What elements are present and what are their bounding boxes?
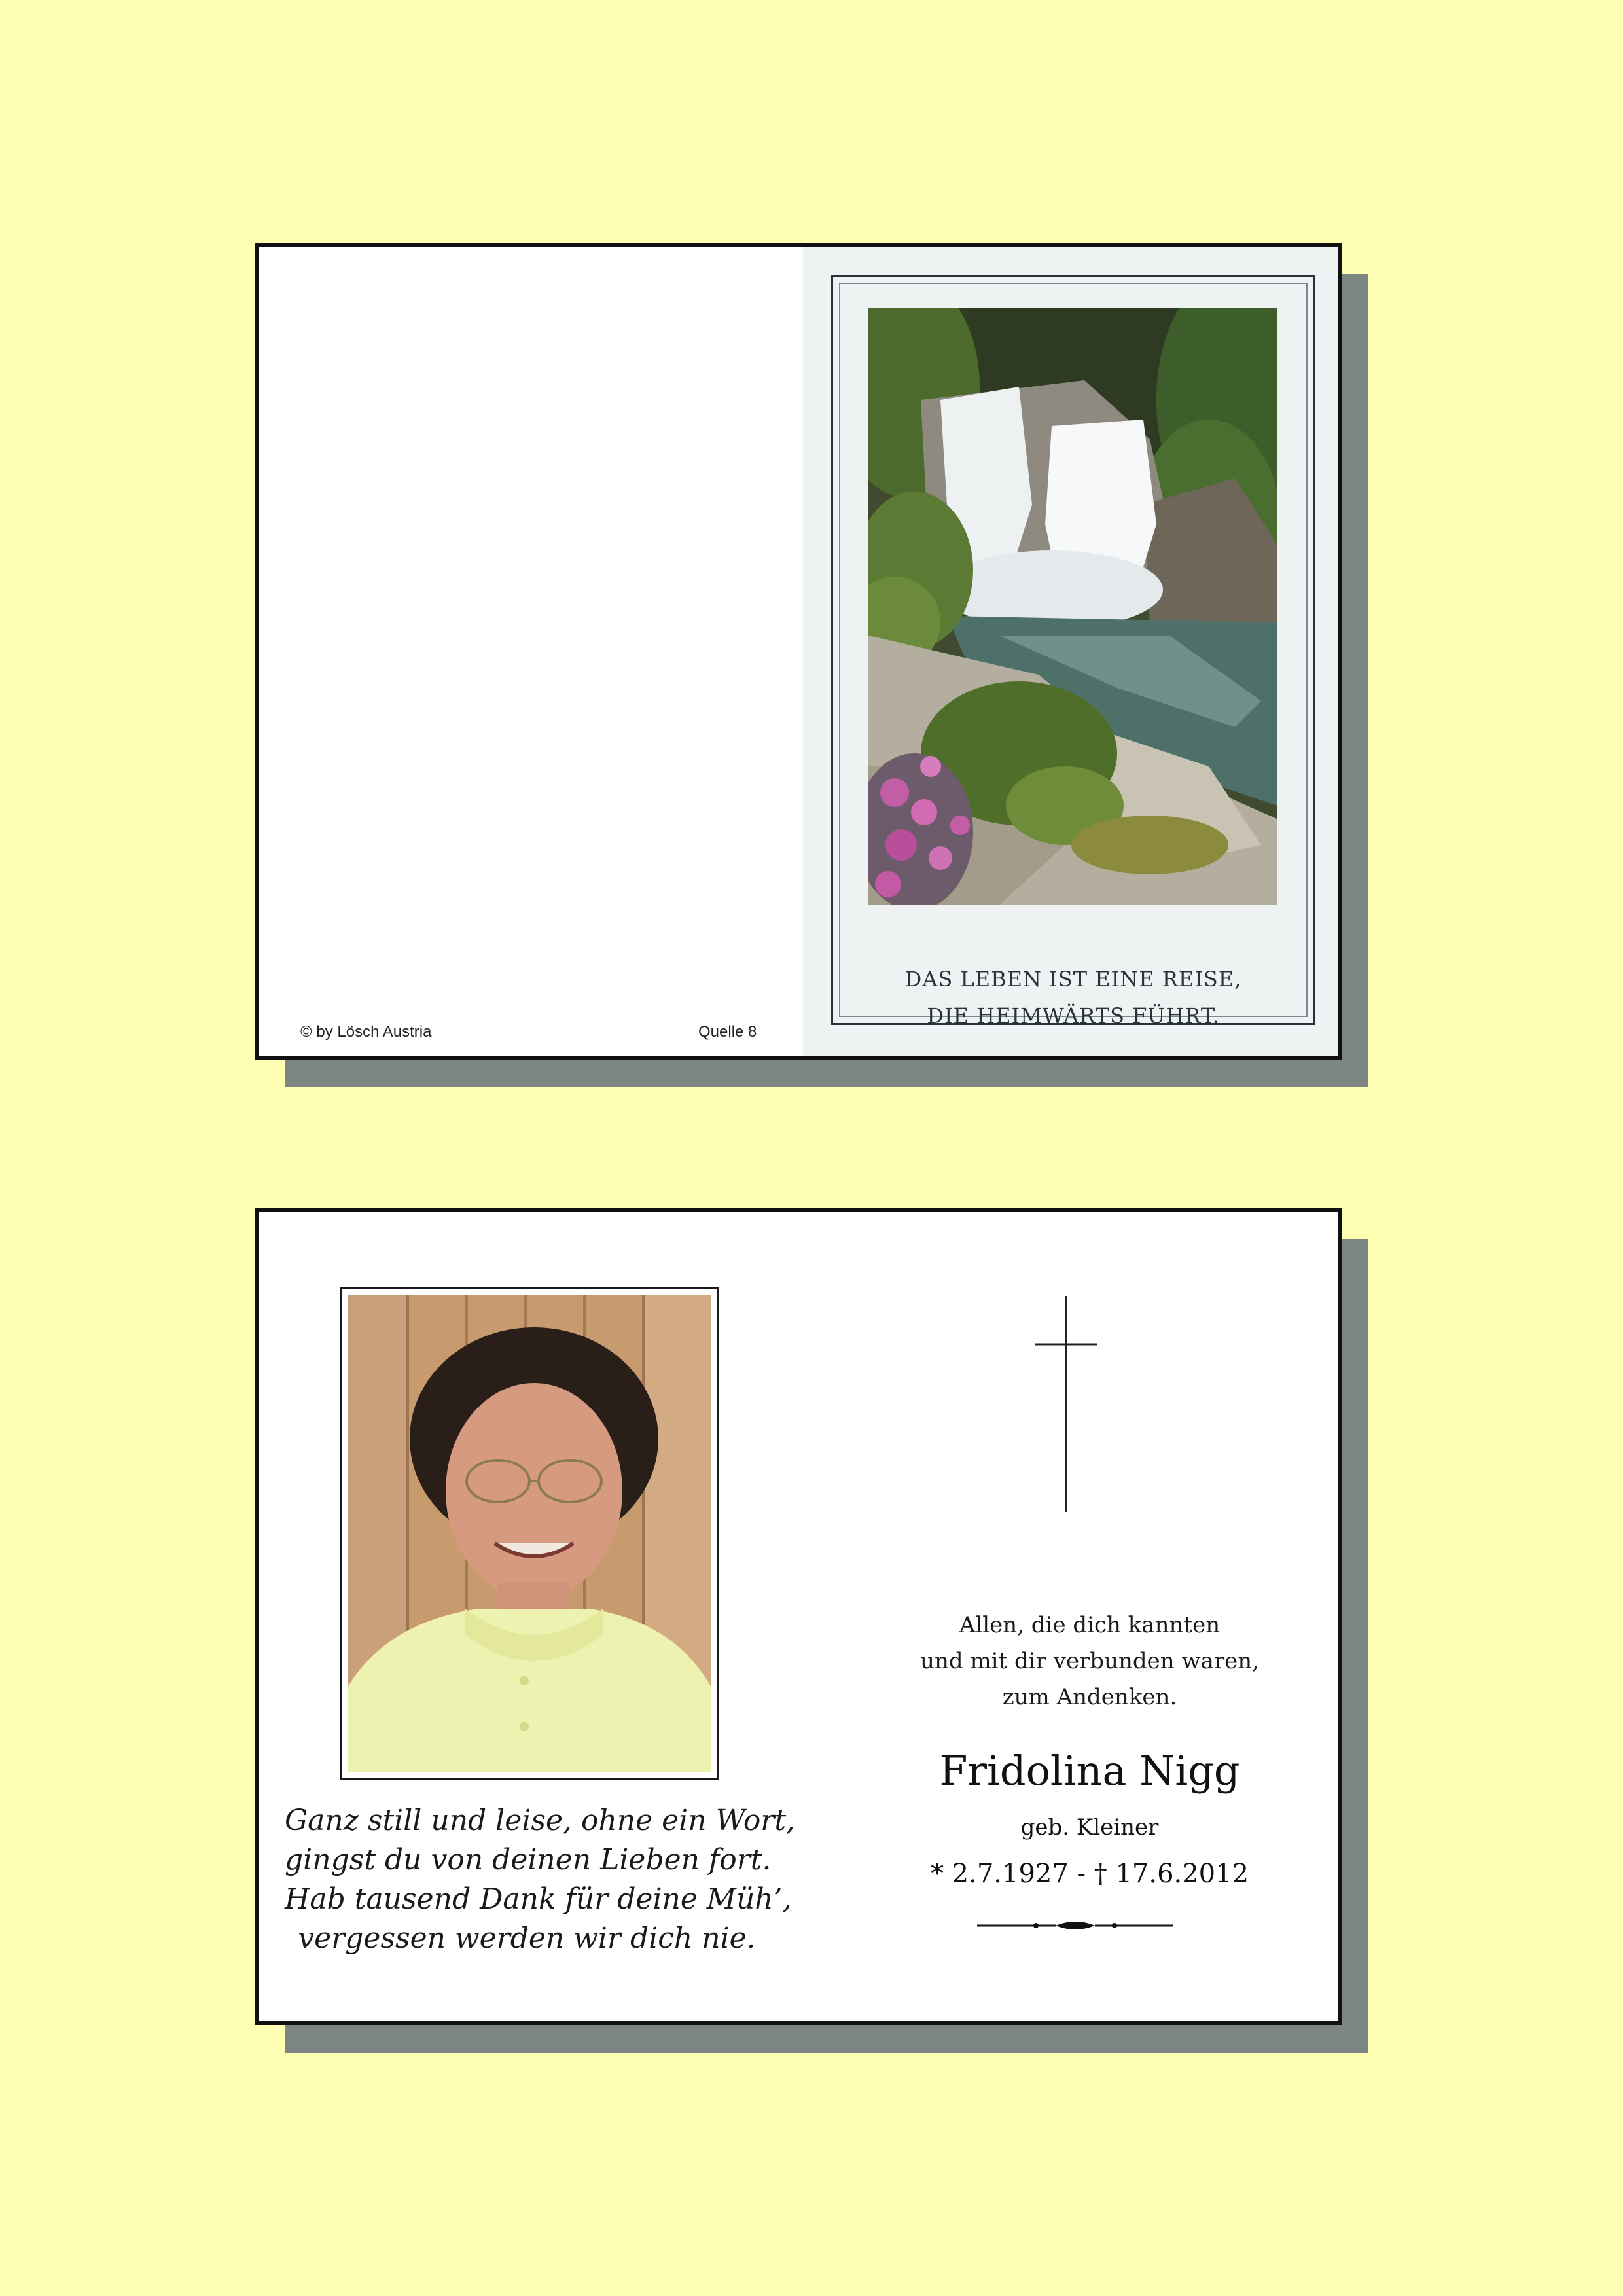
poem-line-4: vergessen werden wir dich nie. <box>298 1922 756 1955</box>
portrait-frame <box>340 1287 719 1780</box>
dedication <box>861 1607 1319 1715</box>
outside-card <box>255 243 1342 1060</box>
ornament-divider <box>977 1918 1173 1933</box>
cover-verse-line-1: DAS LEBEN IST EINE REISE, <box>904 967 1242 992</box>
poem-line-1: Ganz still und leise, ohne ein Wort, <box>285 1804 796 1837</box>
copyright-text: © by Lösch Austria <box>300 1023 432 1041</box>
dedication-line-1: Allen, die dich kannten <box>959 1612 1221 1638</box>
cover-panel <box>803 247 1338 1056</box>
life-dates: * 2.7.1927 - † 17.6.2012 <box>930 1859 1249 1889</box>
waterfall-landscape-icon <box>868 308 1277 905</box>
dedication-line-3: zum Andenken. <box>1002 1684 1177 1710</box>
waterfall-landscape-image <box>868 308 1277 905</box>
maiden-name: geb. Kleiner <box>1020 1814 1159 1840</box>
cover-verse <box>833 961 1313 1034</box>
deceased-name: Fridolina Nigg <box>939 1747 1240 1795</box>
poem <box>285 1801 796 1958</box>
inside-card <box>255 1208 1342 2025</box>
cover-verse-line-2: DIE HEIMWÄRTS FÜHRT. <box>927 1003 1220 1028</box>
source-text: Quelle 8 <box>698 1023 757 1041</box>
portrait-photo-icon <box>348 1295 711 1772</box>
poem-line-3: Hab tausend Dank für deine Müh’, <box>285 1882 792 1916</box>
cross-icon <box>1033 1296 1099 1512</box>
portrait-photo <box>348 1295 711 1772</box>
poem-line-2: gingst du von deinen Lieben fort. <box>285 1843 772 1876</box>
cover-frame <box>831 275 1315 1028</box>
dedication-line-2: und mit dir verbunden waren, <box>920 1648 1259 1674</box>
